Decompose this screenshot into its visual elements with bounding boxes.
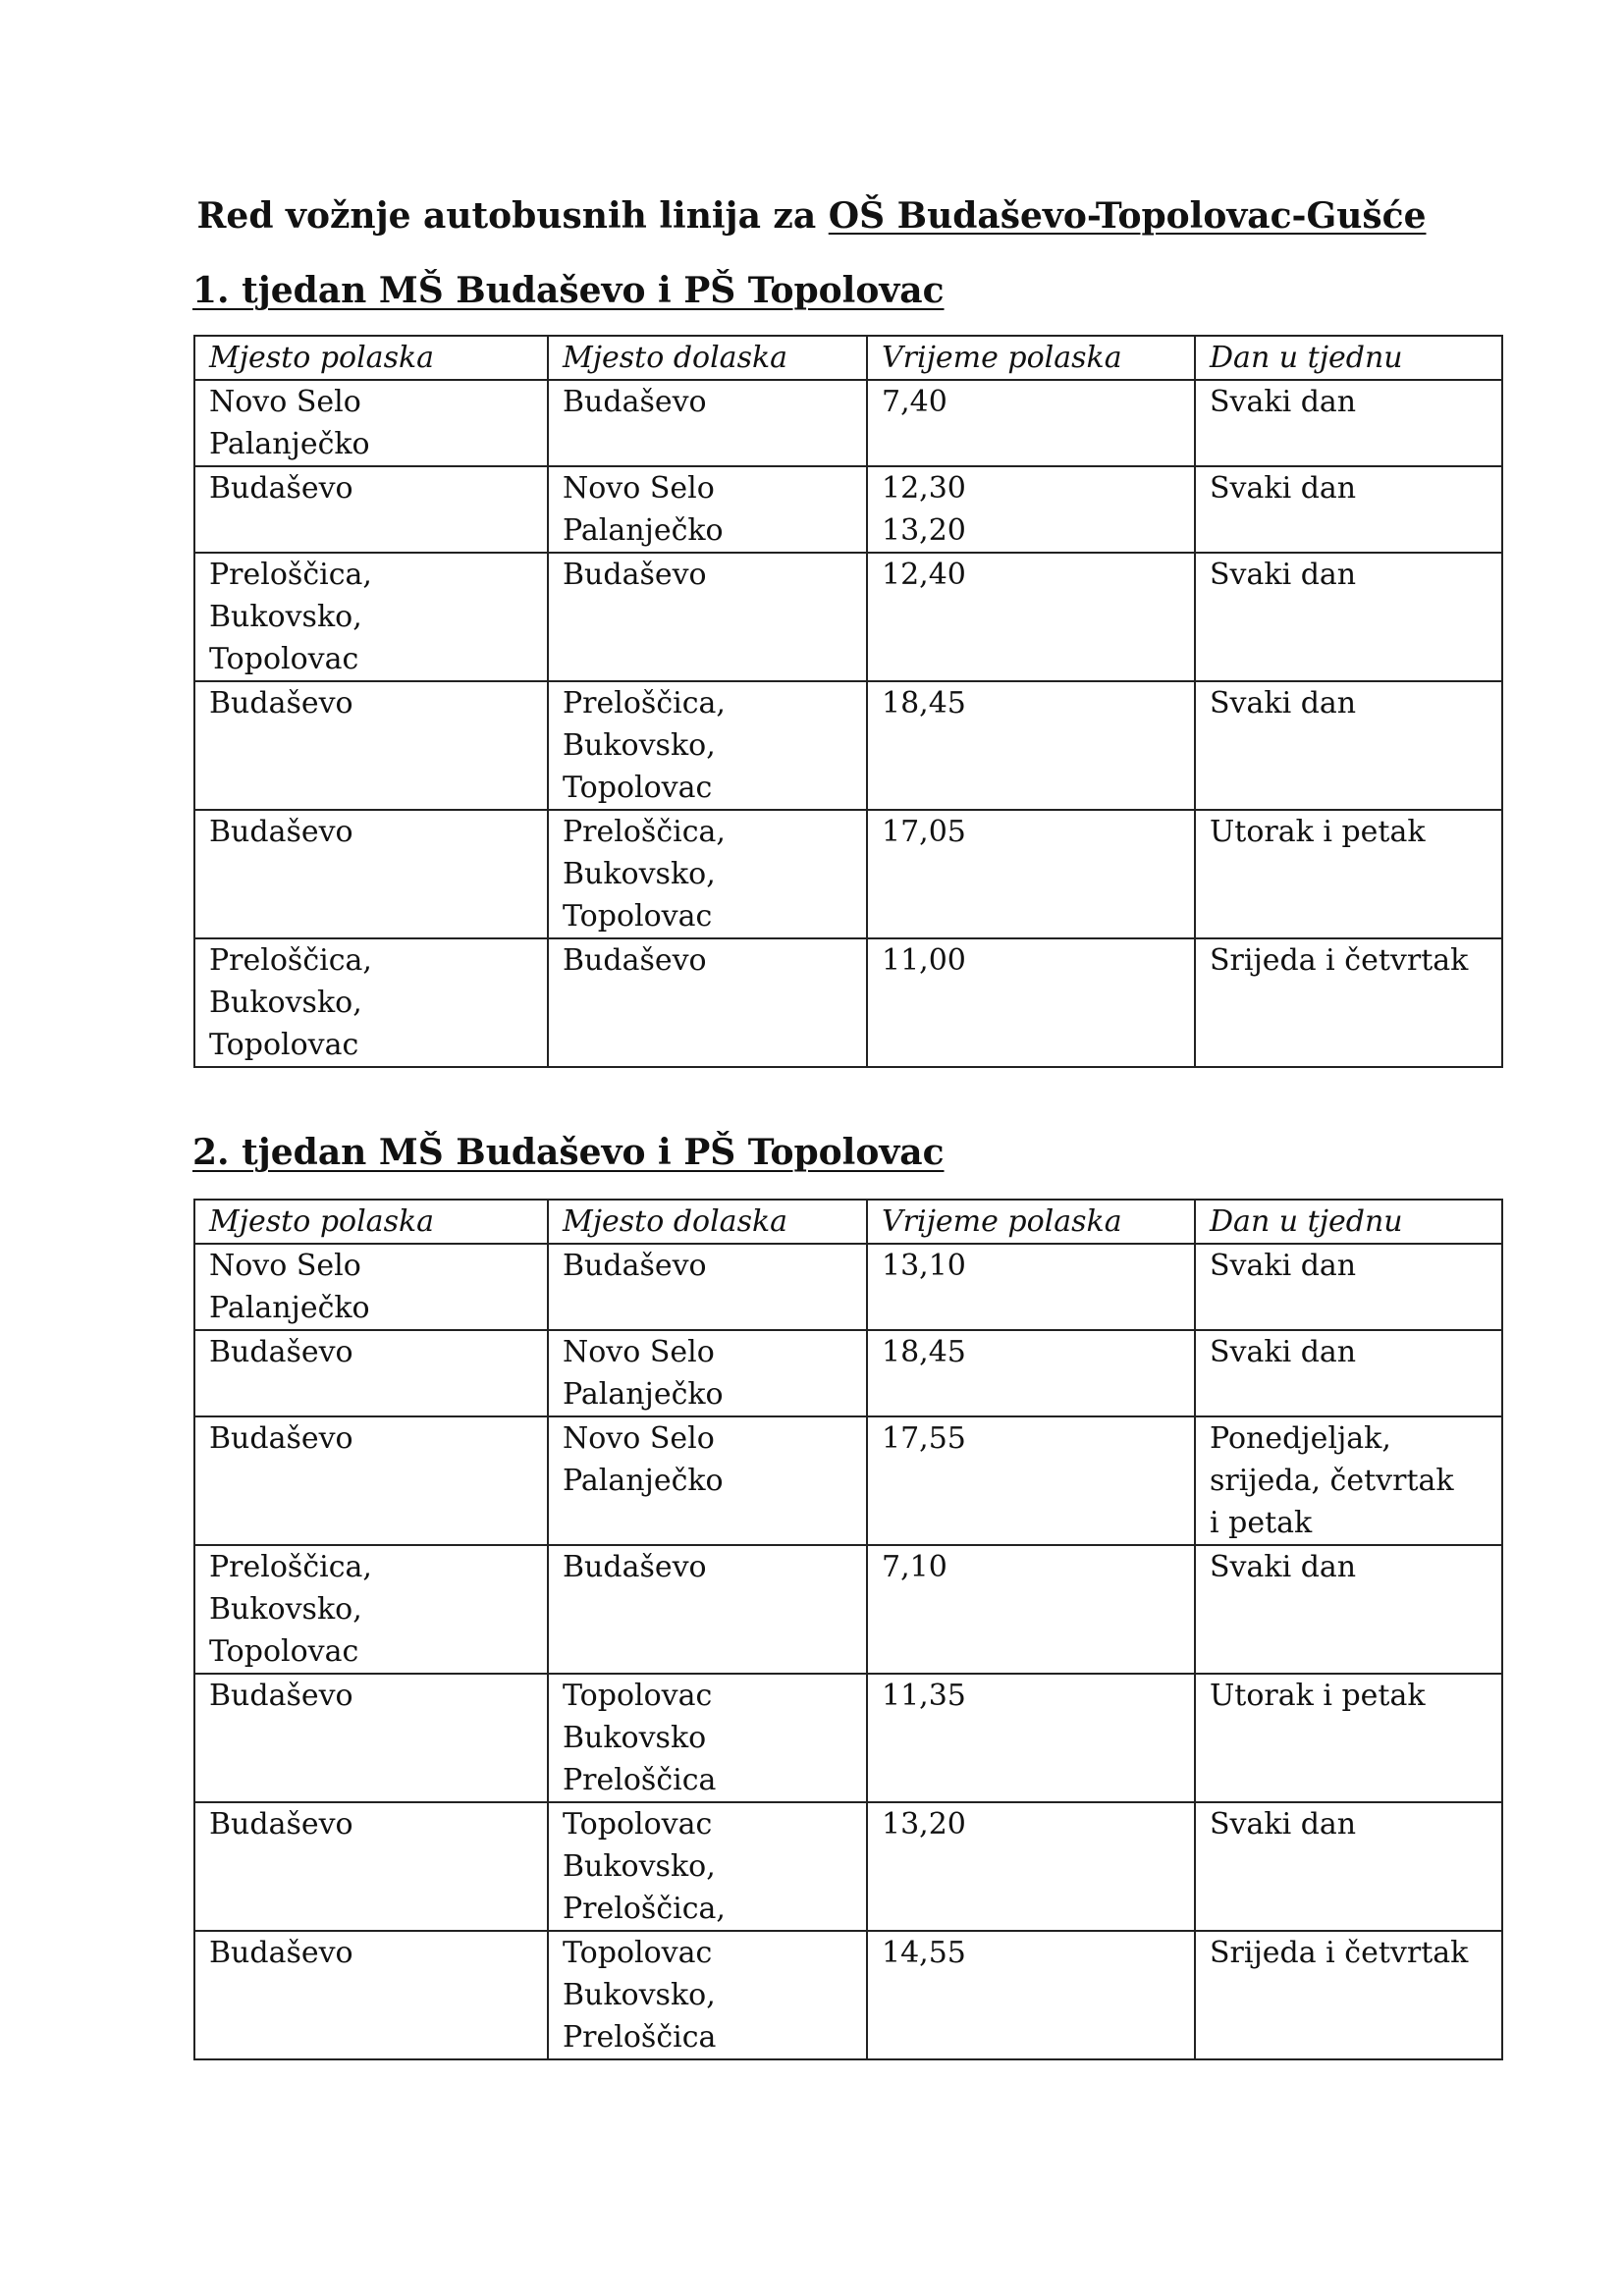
cell-weekday [1195, 1802, 1502, 1931]
table-row [194, 1330, 1502, 1416]
cell-text-line: Novo Selo [209, 385, 361, 419]
column-header-departure-time: Vrijeme polaska [867, 336, 1195, 380]
schedule-table-week-1 [193, 335, 1503, 1068]
cell-text-line: 7,10 [882, 1550, 947, 1584]
cell-arrival-place [548, 1330, 867, 1416]
cell-arrival-place [548, 1244, 867, 1330]
table-header-row [194, 1200, 1502, 1244]
cell-departure-time [867, 380, 1195, 466]
cell-text-line: 13,20 [882, 513, 966, 548]
cell-departure-place [194, 553, 548, 681]
cell-text-line: Budaševo [563, 558, 707, 592]
cell-weekday [1195, 1416, 1502, 1545]
cell-departure-place [194, 380, 548, 466]
cell-text-line: Bukovsko, [209, 1592, 362, 1627]
cell-weekday [1195, 1674, 1502, 1802]
cell-text-line: Topolovac [563, 899, 713, 934]
cell-departure-place [194, 1931, 548, 2059]
cell-departure-time [867, 810, 1195, 938]
cell-text-line: 13,20 [882, 1807, 966, 1842]
cell-arrival-place [548, 1674, 867, 1802]
cell-text-line: Budaševo [563, 1249, 707, 1283]
cell-text-line: Bukovsko, [563, 1978, 716, 2012]
cell-arrival-place [548, 1545, 867, 1674]
cell-text-line: Novo Selo [563, 471, 715, 506]
cell-arrival-place [548, 553, 867, 681]
cell-departure-place [194, 1244, 548, 1330]
cell-text-line: Utorak i petak [1210, 815, 1426, 849]
table-row [194, 938, 1502, 1067]
table-row [194, 1802, 1502, 1931]
cell-text-line: Topolovac [209, 1634, 359, 1669]
cell-text-line: Svaki dan [1210, 1550, 1357, 1584]
table-row [194, 1674, 1502, 1802]
cell-arrival-place [548, 938, 867, 1067]
cell-text-line: Utorak i petak [1210, 1679, 1426, 1713]
cell-weekday [1195, 466, 1502, 553]
cell-arrival-place [548, 810, 867, 938]
column-header-departure-time: Vrijeme polaska [867, 1200, 1195, 1244]
cell-departure-place [194, 1416, 548, 1545]
cell-text-line: Srijeda i četvrtak [1210, 1936, 1469, 1970]
cell-text-line: Svaki dan [1210, 1807, 1357, 1842]
cell-text-line: Budaševo [209, 1936, 353, 1970]
cell-departure-place [194, 938, 548, 1067]
cell-departure-place [194, 466, 548, 553]
cell-text-line: Preloščica, [209, 558, 372, 592]
cell-text-line: Bukovsko, [209, 986, 362, 1020]
cell-text-line: 17,55 [882, 1421, 966, 1456]
cell-text-line: Novo Selo [209, 1249, 361, 1283]
cell-text-line: Palanječko [563, 513, 724, 548]
cell-departure-place [194, 1674, 548, 1802]
document-title-school: OŠ Budaševo-Topolovac-Gušće [828, 195, 1427, 237]
cell-text-line: Bukovsko, [563, 1849, 716, 1884]
cell-weekday [1195, 810, 1502, 938]
table-row [194, 466, 1502, 553]
cell-departure-place [194, 1545, 548, 1674]
table-row [194, 1244, 1502, 1330]
cell-text-line: Topolovac [209, 1028, 359, 1062]
cell-text-line: Srijeda i četvrtak [1210, 943, 1469, 978]
cell-text-line: Bukovsko, [563, 728, 716, 763]
cell-text-line: Budaševo [563, 385, 707, 419]
column-header-departure-place: Mjesto polaska [194, 336, 548, 380]
cell-departure-place [194, 681, 548, 810]
cell-arrival-place [548, 1416, 867, 1545]
cell-text-line: Svaki dan [1210, 686, 1357, 721]
cell-departure-place [194, 1802, 548, 1931]
cell-text-line: Topolovac [563, 771, 713, 805]
table-row [194, 380, 1502, 466]
cell-departure-time [867, 1244, 1195, 1330]
cell-text-line: 17,05 [882, 815, 966, 849]
cell-text-line: 13,10 [882, 1249, 966, 1283]
cell-arrival-place [548, 681, 867, 810]
table-header-row [194, 336, 1502, 380]
cell-text-line: Budaševo [209, 1335, 353, 1369]
cell-text-line: Svaki dan [1210, 385, 1357, 419]
cell-text-line: Budaševo [209, 686, 353, 721]
cell-departure-time [867, 1931, 1195, 2059]
cell-text-line: Preloščica, [209, 943, 372, 978]
table-row [194, 1416, 1502, 1545]
cell-text-line: Preloščica [563, 2020, 717, 2055]
cell-text-line: Budaševo [209, 1807, 353, 1842]
cell-text-line: Budaševo [563, 943, 707, 978]
cell-departure-time [867, 1416, 1195, 1545]
document-title [0, 192, 1623, 240]
cell-weekday [1195, 1244, 1502, 1330]
column-header-departure-place: Mjesto polaska [194, 1200, 548, 1244]
schedule-table-week-2 [193, 1199, 1503, 2060]
cell-text-line: Preloščica, [563, 815, 726, 849]
cell-arrival-place [548, 1802, 867, 1931]
cell-text-line: Novo Selo [563, 1335, 715, 1369]
cell-weekday [1195, 1545, 1502, 1674]
column-header-arrival-place: Mjesto dolaska [548, 1200, 867, 1244]
cell-text-line: Palanječko [563, 1464, 724, 1498]
cell-text-line: Palanječko [209, 1291, 370, 1325]
table-row [194, 810, 1502, 938]
column-header-arrival-place: Mjesto dolaska [548, 336, 867, 380]
cell-departure-place [194, 1330, 548, 1416]
cell-departure-time [867, 938, 1195, 1067]
column-header-weekday: Dan u tjednu [1195, 1200, 1502, 1244]
cell-text-line: Topolovac [563, 1807, 713, 1842]
cell-departure-time [867, 1545, 1195, 1674]
cell-arrival-place [548, 466, 867, 553]
cell-text-line: Bukovsko [563, 1721, 707, 1755]
cell-text-line: Topolovac [209, 642, 359, 676]
table-row [194, 1931, 1502, 2059]
cell-departure-place [194, 810, 548, 938]
cell-arrival-place [548, 1931, 867, 2059]
cell-text-line: 18,45 [882, 686, 966, 721]
cell-weekday [1195, 1931, 1502, 2059]
section-heading-week-2: 2. tjedan MŠ Budaševo i PŠ Topolovac [192, 1132, 945, 1173]
cell-text-line: i petak [1210, 1506, 1313, 1540]
cell-arrival-place [548, 380, 867, 466]
cell-text-line: 12,40 [882, 558, 966, 592]
cell-text-line: 18,45 [882, 1335, 966, 1369]
cell-weekday [1195, 553, 1502, 681]
cell-text-line: 11,35 [882, 1679, 966, 1713]
cell-text-line: Topolovac [563, 1679, 713, 1713]
cell-text-line: Novo Selo [563, 1421, 715, 1456]
cell-text-line: 14,55 [882, 1936, 966, 1970]
cell-departure-time [867, 466, 1195, 553]
cell-weekday [1195, 681, 1502, 810]
cell-text-line: Svaki dan [1210, 471, 1357, 506]
cell-text-line: Budaševo [209, 1679, 353, 1713]
cell-text-line: 12,30 [882, 471, 966, 506]
cell-text-line: Palanječko [563, 1377, 724, 1412]
cell-text-line: Ponedjeljak, [1210, 1421, 1391, 1456]
cell-text-line: 7,40 [882, 385, 947, 419]
cell-text-line: Bukovsko, [563, 857, 716, 891]
document-title-prefix: Red vožnje autobusnih linija za [196, 195, 829, 237]
cell-text-line: Palanječko [209, 427, 370, 461]
table-row [194, 681, 1502, 810]
table-row [194, 1545, 1502, 1674]
cell-text-line: srijeda, četvrtak [1210, 1464, 1454, 1498]
cell-weekday [1195, 380, 1502, 466]
cell-text-line: Preloščica [563, 1763, 717, 1797]
cell-departure-time [867, 1330, 1195, 1416]
cell-text-line: Topolovac [563, 1936, 713, 1970]
cell-departure-time [867, 681, 1195, 810]
cell-weekday [1195, 1330, 1502, 1416]
cell-departure-time [867, 553, 1195, 681]
table-row [194, 553, 1502, 681]
cell-text-line: Budaševo [209, 1421, 353, 1456]
cell-text-line: Preloščica, [563, 686, 726, 721]
cell-text-line: Svaki dan [1210, 558, 1357, 592]
cell-departure-time [867, 1802, 1195, 1931]
cell-text-line: Budaševo [209, 471, 353, 506]
cell-text-line: Svaki dan [1210, 1249, 1357, 1283]
cell-text-line: Preloščica, [209, 1550, 372, 1584]
section-heading-week-1: 1. tjedan MŠ Budaševo i PŠ Topolovac [192, 270, 945, 311]
cell-text-line: Svaki dan [1210, 1335, 1357, 1369]
cell-text-line: Budaševo [563, 1550, 707, 1584]
cell-weekday [1195, 938, 1502, 1067]
cell-text-line: Budaševo [209, 815, 353, 849]
cell-text-line: 11,00 [882, 943, 966, 978]
cell-text-line: Bukovsko, [209, 600, 362, 634]
cell-text-line: Preloščica, [563, 1892, 726, 1926]
cell-departure-time [867, 1674, 1195, 1802]
column-header-weekday: Dan u tjednu [1195, 336, 1502, 380]
